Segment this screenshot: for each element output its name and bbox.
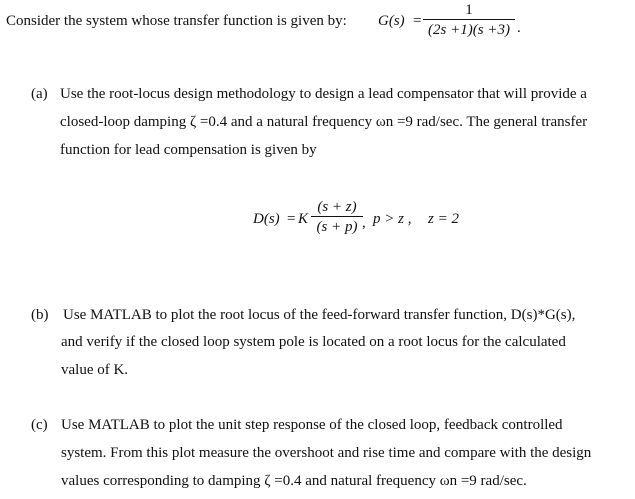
d-function-label: D(s) (253, 211, 280, 227)
part-b-line-3: value of K. (61, 362, 129, 378)
part-b-line-2: and verify if the closed loop system pole is located on a root locus for the calculated (61, 334, 566, 350)
zero-value: z = 2 (428, 211, 459, 227)
d-equals-sign: = (287, 211, 296, 227)
lead-fraction (311, 199, 363, 237)
gain-k: K (298, 211, 309, 227)
part-c-line-3: values corresponding to damping ζ =0.4 and natural frequency ωn =9 rad/sec. (61, 473, 527, 489)
pole-zero-condition: p > z , (373, 211, 412, 227)
g-equals-sign: = (413, 13, 422, 29)
part-c-label: (c) (31, 417, 48, 433)
part-a-label: (a) (31, 86, 48, 102)
part-a-line-2: closed-loop damping ζ =0.4 and a natural frequency ωn =9 rad/sec. The general transfer (60, 114, 588, 130)
part-a-line-1: Use the root-locus design methodology to design a lead compensator that will provide a (60, 86, 587, 102)
g-function-label: G(s) (378, 13, 405, 29)
g-fraction (423, 2, 515, 40)
lead-numerator: (s + z) (317, 199, 357, 215)
part-c-line-2: system. From this plot measure the overshoot and rise time and compare with the design (61, 445, 592, 461)
lead-denominator: (s + p) (311, 216, 363, 237)
part-b-line-1: Use MATLAB to plot the root locus of the feed-forward transfer function, D(s)*G(s), (63, 307, 576, 323)
part-b-label: (b) (31, 307, 49, 323)
g-period: . (517, 20, 521, 36)
part-c-line-1: Use MATLAB to plot the unit step response of the closed loop, feedback controlled (61, 417, 563, 433)
formula-comma: , (362, 215, 366, 231)
g-numerator: 1 (465, 2, 473, 18)
intro-text: Consider the system whose transfer function is given by: (6, 13, 347, 29)
part-a-line-3: function for lead compensation is given by (60, 142, 317, 158)
g-denominator: (2s +1)(s +3) (423, 19, 515, 40)
